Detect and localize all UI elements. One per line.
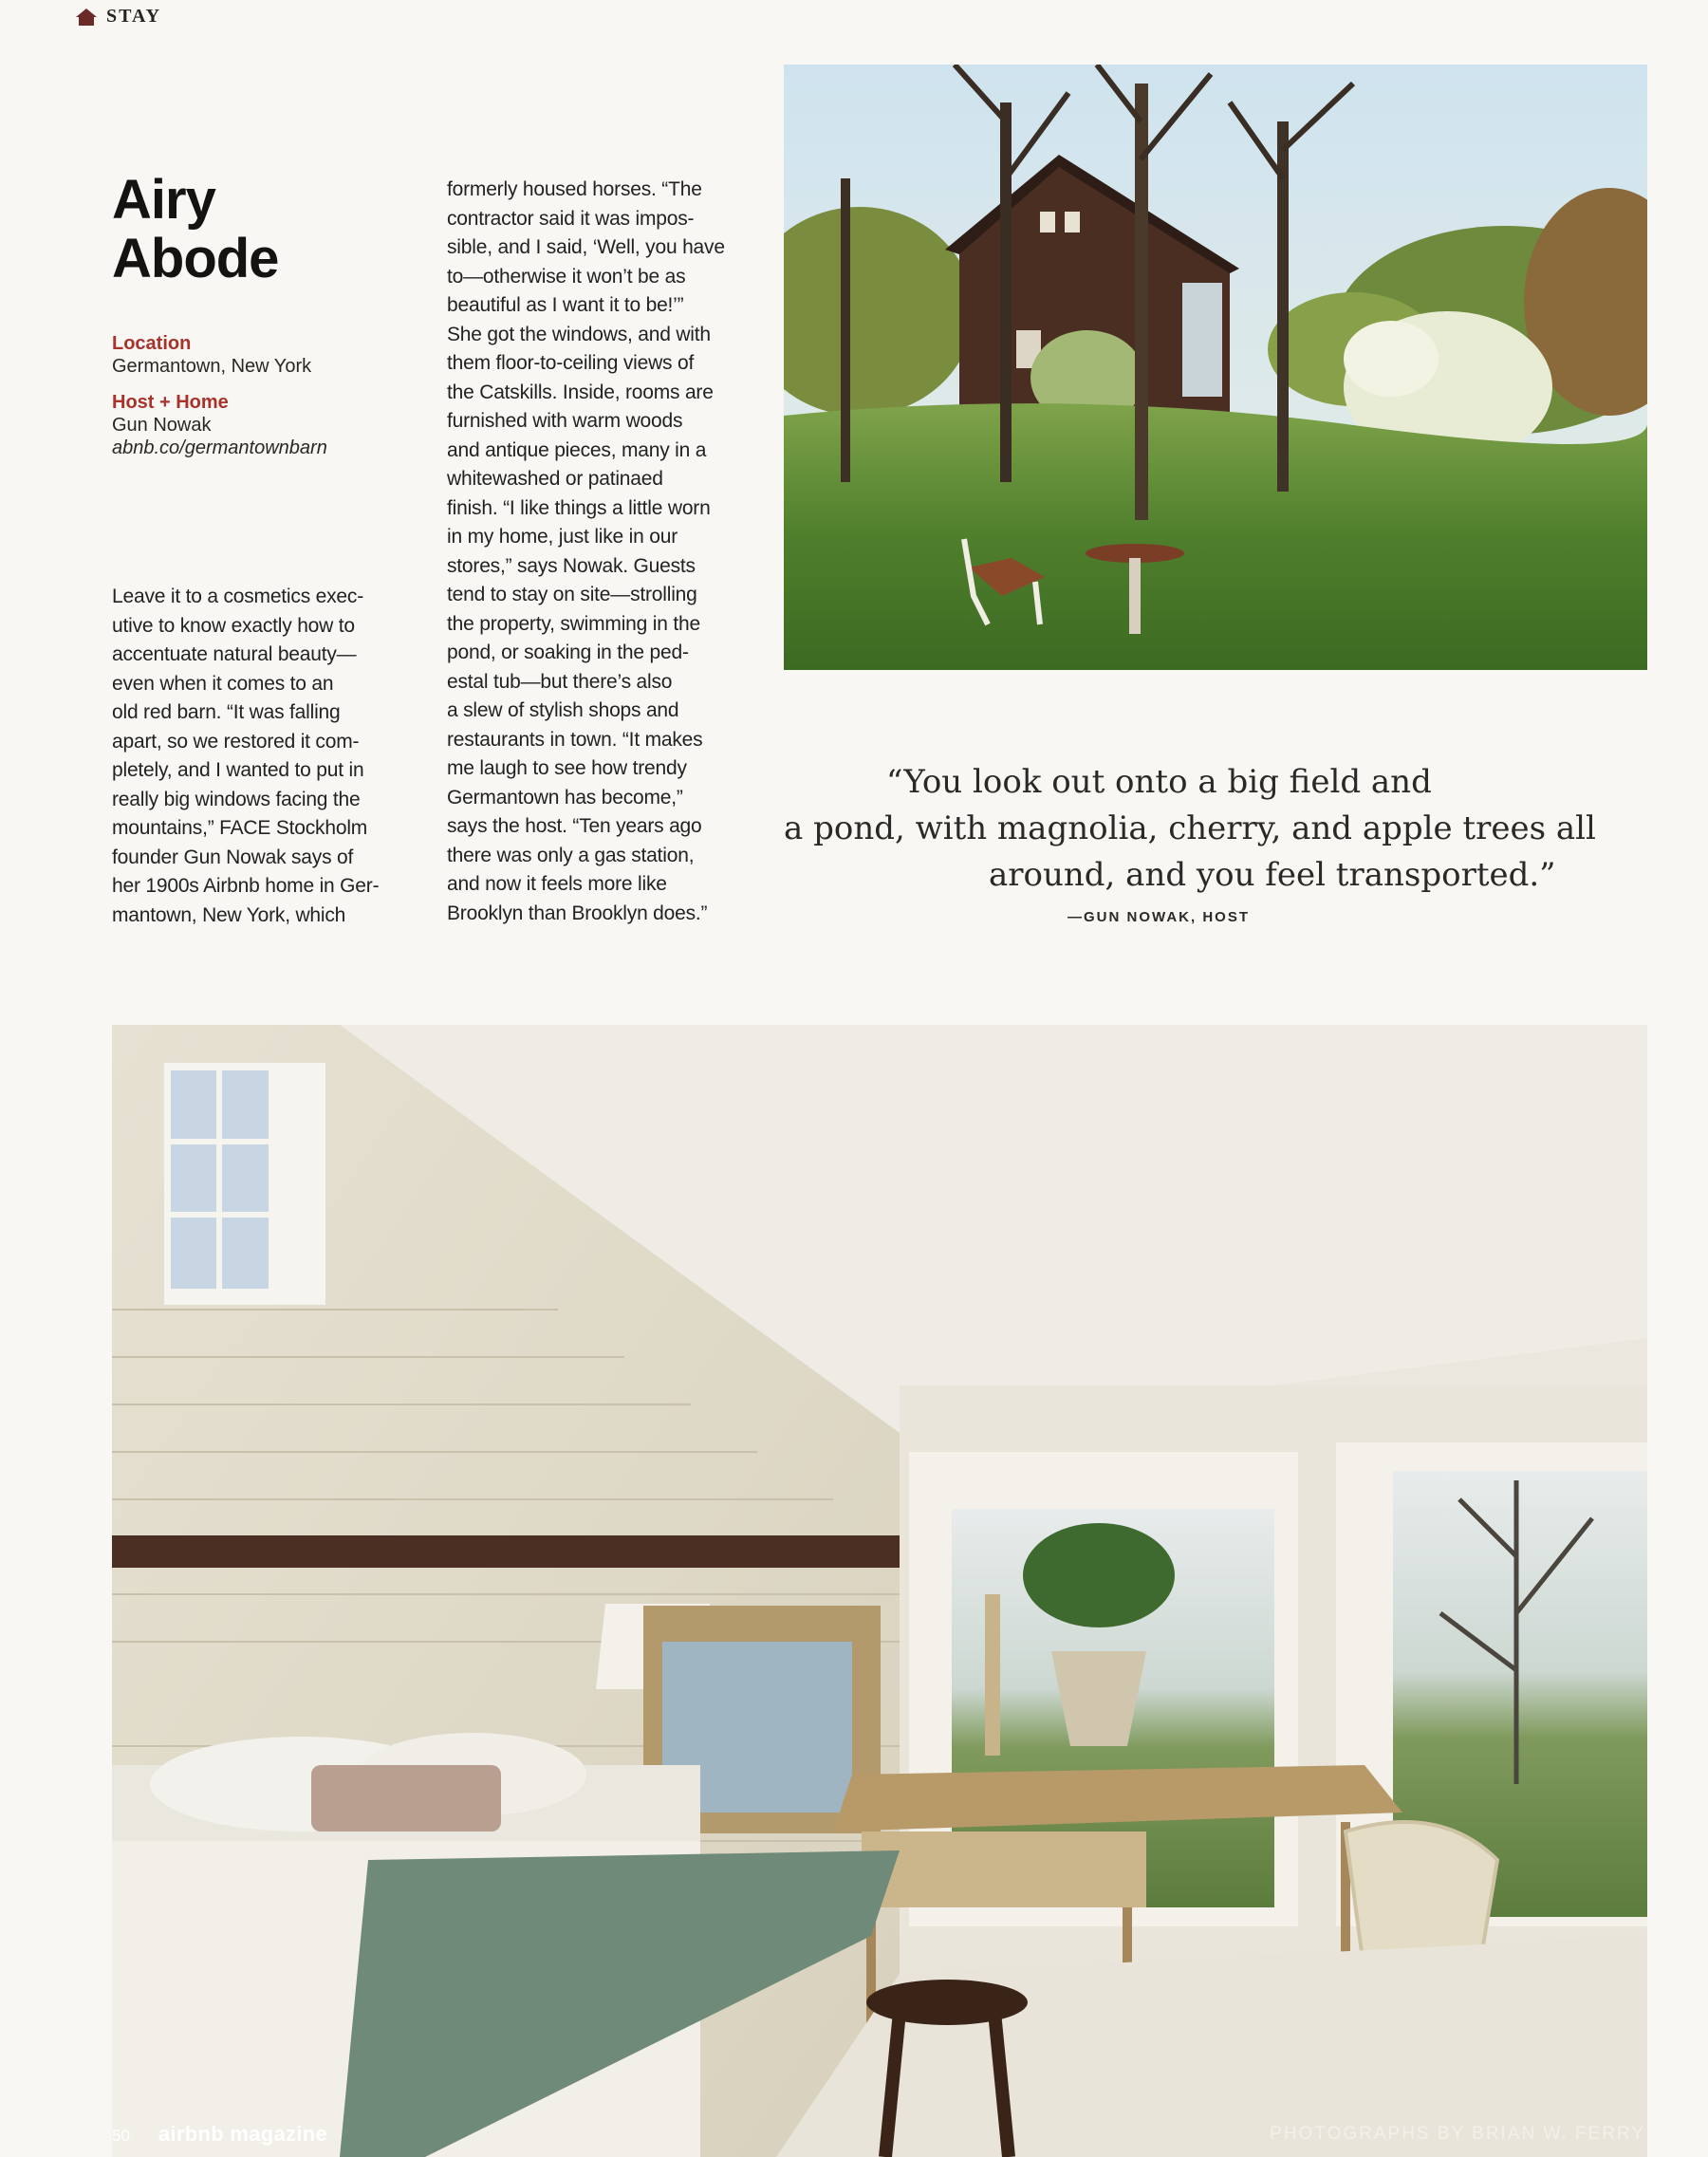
- body-line: accentuate natural beauty—: [112, 643, 357, 665]
- bedroom-illustration: [112, 1025, 1647, 2157]
- body-line: mountains,” FACE Stockholm: [112, 817, 368, 839]
- body-line: says the host. “Ten years ago: [447, 815, 702, 837]
- body-line: mantown, New York, which: [112, 903, 346, 926]
- body-line: old red barn. “It was falling: [112, 701, 341, 723]
- section-label: STAY: [106, 6, 162, 27]
- body-line: her 1900s Airbnb home in Ger-: [112, 875, 380, 897]
- location-value: Germantown, New York: [112, 356, 312, 377]
- section-tag: [76, 6, 161, 28]
- body-line: me laugh to see how trendy: [447, 757, 687, 779]
- body-line: beautiful as I want it to be!’”: [447, 294, 684, 316]
- barn-exterior-photo: [784, 65, 1647, 670]
- location-label: Location: [112, 333, 192, 354]
- body-line: sible, and I said, ‘Well, you have: [447, 236, 725, 258]
- body-column-2: [447, 176, 760, 928]
- magazine-name: airbnb magazine: [158, 2122, 328, 2146]
- quote-attribution: —GUN NOWAK, HOST: [1068, 909, 1250, 925]
- pull-quote-line: a pond, with magnolia, cherry, and apple trees all: [784, 809, 1596, 847]
- body-line: the Catskills. Inside, rooms are: [447, 381, 714, 403]
- host-name: Gun Nowak: [112, 415, 212, 436]
- body-line: even when it comes to an: [112, 672, 334, 695]
- body-line: and antique pieces, many in a: [447, 438, 707, 461]
- body-line: to—otherwise it won’t be as: [447, 265, 686, 288]
- body-line: Germantown has become,”: [447, 786, 683, 809]
- pull-quote-line: “You look out onto a big field and: [886, 763, 1432, 801]
- pull-quote: [784, 759, 1647, 899]
- body-line: She got the windows, and with: [447, 323, 711, 345]
- article-headline: [112, 171, 435, 288]
- body-line: and now it feels more like: [447, 873, 667, 895]
- body-line: restaurants in town. “It makes: [447, 728, 703, 751]
- body-line: them floor-to-ceiling views of: [447, 352, 695, 374]
- page-number: 50: [112, 2127, 130, 2145]
- headline-line: Airy: [112, 169, 215, 231]
- bedroom-interior-photo: [112, 1025, 1647, 2157]
- listing-info: [112, 332, 397, 459]
- body-line: really big windows facing the: [112, 788, 361, 810]
- body-line: Brooklyn than Brooklyn does.”: [447, 902, 708, 924]
- body-line: whitewashed or patinaed: [447, 468, 663, 490]
- body-line: finish. “I like things a little worn: [447, 496, 711, 519]
- house-icon: [76, 9, 97, 26]
- body-line: furnished with warm woods: [447, 410, 683, 432]
- body-line: pond, or soaking in the ped-: [447, 642, 689, 663]
- page-footer: [112, 2122, 327, 2147]
- body-line: formerly housed horses. “The: [447, 178, 702, 200]
- body-column-1: [112, 583, 416, 930]
- listing-link[interactable]: abnb.co/germantownbarn: [112, 437, 327, 458]
- body-line: stores,” says Nowak. Guests: [447, 554, 696, 577]
- pull-quote-line: around, and you feel transported.”: [989, 856, 1556, 894]
- body-line: utive to know exactly how to: [112, 614, 355, 637]
- body-line: Leave it to a cosmetics exec-: [112, 586, 363, 607]
- photo-credit: PHOTOGRAPHS BY BRIAN W. FERRY: [1270, 2124, 1645, 2144]
- body-line: in my home, just like in our: [447, 526, 678, 548]
- body-line: there was only a gas station,: [447, 844, 695, 866]
- body-line: pletely, and I wanted to put in: [112, 759, 364, 781]
- body-line: a slew of stylish shops and: [447, 699, 679, 721]
- headline-line: Abode: [112, 228, 279, 289]
- body-line: estal tub—but there’s also: [447, 670, 673, 693]
- body-line: the property, swimming in the: [447, 612, 700, 635]
- body-line: apart, so we restored it com-: [112, 730, 360, 753]
- body-line: founder Gun Nowak says of: [112, 846, 354, 868]
- barn-exterior-illustration: [784, 65, 1647, 670]
- body-line: contractor said it was impos-: [447, 207, 695, 230]
- body-line: tend to stay on site—strolling: [447, 584, 697, 605]
- host-label: Host + Home: [112, 392, 229, 413]
